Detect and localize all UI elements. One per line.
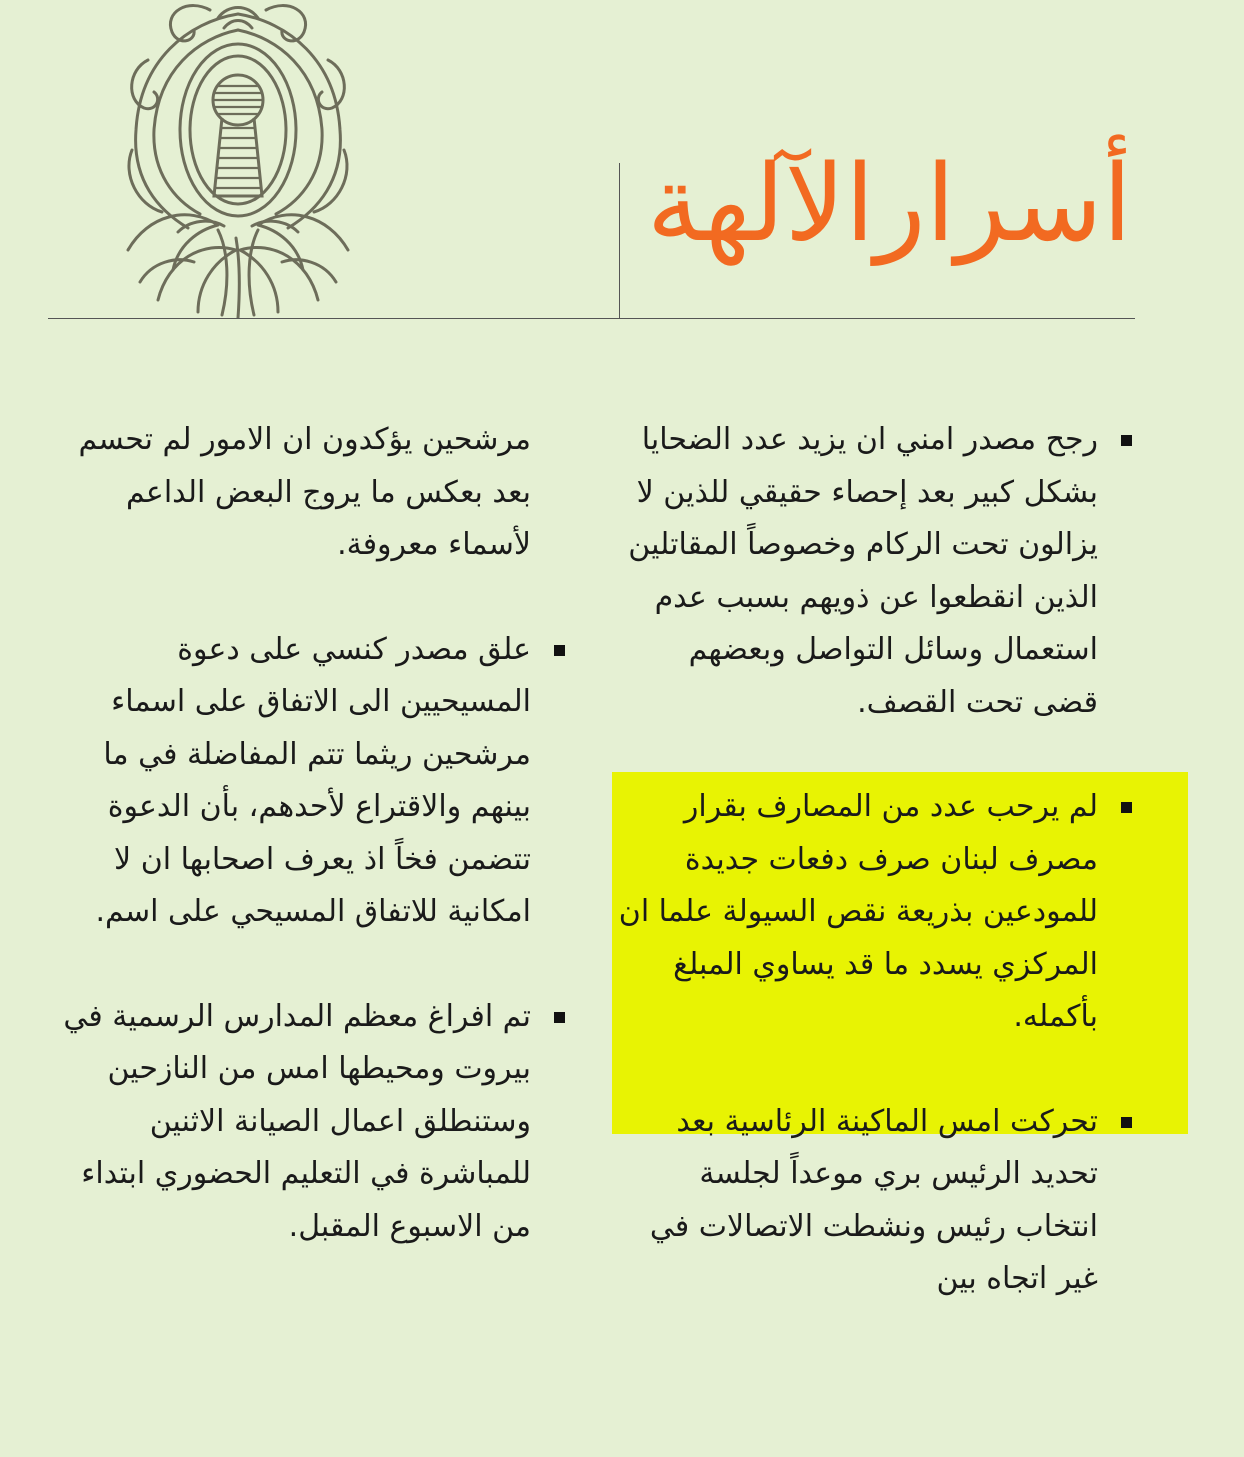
continuation-text: مرشحين يؤكدون ان الامور لم تحسم بعد بعكس ما يروج البعض الداعم لأسماء معروفة.: [78, 422, 531, 562]
right-column: [618, 414, 1098, 1358]
list-item-text: رجح مصدر امني ان يزيد عدد الضحايا بشكل كبير بعد إحصاء حقيقي للذين لا يزالون تحت الركام وخصوصاً المقاتلين الذين انقطعوا عن ذويهم بسبب عدم استعمال وسائل التواصل وبعضهم قضى تحت القصف.: [628, 422, 1098, 720]
left-column: [51, 414, 531, 1305]
header-divider: [619, 163, 620, 318]
list-item-text: تحركت امس الماكينة الرئاسية بعد تحديد الرئيس بري موعداً لجلسة انتخاب رئيس ونشطت الاتصالات في غير اتجاه بين: [649, 1103, 1098, 1296]
list-item-text: لم يرحب عدد من المصارف بقرار مصرف لبنان صرف دفعات جديدة للمودعين بذريعة نقص السيولة علما ان المركزي يسدد ما قد يساوي المبلغ بأكمله.: [618, 789, 1098, 1034]
bullet-square-icon: [1121, 802, 1132, 813]
page-title: أسرارالآلهة: [646, 142, 1132, 265]
list-item: [51, 991, 531, 1254]
list-item: [618, 1096, 1098, 1306]
bullet-square-icon: [554, 1012, 565, 1023]
bullet-square-icon: [1121, 435, 1132, 446]
header-rule: [48, 318, 1135, 319]
bullet-square-icon: [1121, 1117, 1132, 1128]
keyhole-crest-icon: [118, 0, 358, 318]
list-item: [618, 414, 1098, 729]
list-item-text: علق مصدر كنسي على دعوة المسيحيين الى الاتفاق على اسماء مرشحين ريثما تتم المفاضلة في ما بينهم والاقتراع لأحدهم، بأن الدعوة تتضمن فخاً اذ يعرف اصحابها ان لا امكانية للاتفاق المسيحي على اسم.: [95, 631, 531, 929]
bullet-square-icon: [554, 645, 565, 656]
list-item-text: تم افراغ معظم المدارس الرسمية في بيروت ومحيطها امس من النازحين وستنطلق اعمال الصيانة الاثنين للمباشرة في التعليم الحضوري ابتداء من الاسبوع المقبل.: [63, 998, 531, 1244]
list-item: [618, 781, 1098, 1044]
list-item: [51, 624, 531, 939]
